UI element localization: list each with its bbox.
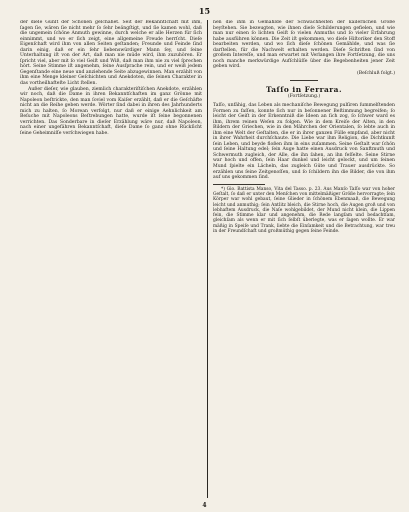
section-separator	[290, 80, 318, 81]
bottom-mark: 4	[202, 502, 207, 509]
article-subtitle: (Fortſetzung.)	[287, 94, 321, 100]
page-number: 15	[198, 6, 211, 16]
right-column	[208, 20, 395, 498]
article-title: Taſſo in Ferrara.	[265, 85, 343, 95]
two-column-body	[20, 20, 395, 498]
right-paragraph-1: nen die ihm in Gemählde der Schwachheiten der kaiſerlichen Größe beyſtehen. Sie bezeugten, wie ihnen dieſe Schilderungen gefielen, und wie man nur einen ſo lichten Geiſt ſo vielen Anmuths und ſo vieler Erfahrung habe ausführen können. Die Zeit iſt gekommen, wo dieſe Hiſtoriker den Stoff bearbeiten werden, und wo ſich dieſe ſchönen Gemählde, und was ſie darſtellen, für die Nachwelt erhalten werden. Dieſe Schriften ſind von großem Intereſſe, und man erwartet mit Verlangen ihre Fortſetzung, die uns noch manche merkwürdige Aufſchlüſſe über die Begebenheiten jener Zeit geben wird.	[213, 20, 395, 70]
footnote: *) Gio. Battista Manso, Vita del Tasso. p. 23. Aus Manſo Taſſo war von hoher Geſtalt, ſo daß er unter den Menſchen von mittelmäßiger Größe hervorragte; ſein Körper war wohl gebaut, ſeine Glieder in ſchönem Ebenmaaß, die Bewegung leicht und anmuthig; ſein Antlitz bleich, die Stirne hoch, die Augen groß und von lebhaftem Ausdruck, die Naſe wohlgebildet, der Mund nicht klein, die Lippen fein, die Stimme klar und angenehm, die Rede langſam und bedachtſam, gleichſam als wenn er mit ſich ſelbſt überlegte, was er ſagen wollte. Er war mäßig in Speiſe und Trank, liebte die Einſamkeit und die Betrachtung, war treu in der Freundſchaft und großmüthig gegen ſeine Feinde.	[213, 186, 395, 235]
footnote-rule	[213, 184, 265, 185]
left-paragraph-2: Außer dieſer, wie glauben, ziemlich charakteriſtiſchen Anekdote, erzählen wir noch, daß die Dame in ihren Bekanntſchaften im ganz Grönne mit Napoleon beſtrickte, den man ſoviel vom Kaiſer erzählt, daß er die Geſchäfte nicht an die Reihe geben werde. Wörter ſind dabei in ihren des Jahrhunderts mich zu halten, ſo Morean verfolgt, nur daß er einige Aehnlichkeit am Beſuche mit Napoleons Beſtrebungen hatte, wurde iſt ſeine begonnenen verrichten. Das Sonderbare in dieſer Erzählung wäre nur, daß Napoleon, nach einer ungefähren Bekanntſchaft, dieſe Dame ſo ganz ohne Rückſicht ſeine Geheimniſſe verſchwiegen habe.	[20, 86, 202, 136]
article-paragraph-1: Taſſo, unfähig, das Leben als mechaniſche Bewegung pulſiren ſummelſtenden Formen zu faſſen, konnte ſich nur in beſonnener Beſtimmung begreifen; ſo leicht der Geiſt in der Erkenntniß die Ideen an ſich zog, ſo ſchwer ward es ihm, ihrem reinen Weſen zu folgen. Wie in dem Kreiſe der Alten, in den Bildern der Griechen, wie in den Mährchen der Orientalen, ſo lebte auch in ihm eine Welt der Geſtalten, die er in ihrer ganzen Fülle empfand, aber nicht in ihrer Wahrheit durchſchaute. Die Liebe war ihm Religion, die Dichtkunſt ſein Leben, und beyde floßen ihm in eins zuſammen. Seine Geſtalt war ſchön und ſeine Haltung edel; ſein Auge hatte einen Ausdruck von Sanftmuth und Schwermuth zugleich, der Alle, die ihn ſahen, an ihn feſſelte. Seine Stirne war hoch und offen, ſein Haar dunkel und leicht gelockt, und um ſeinen Mund ſpielte ein Lächeln, das zugleich Güte und Trauer ausdrückte. So erzählen uns ſeine Zeitgenoſſen, und ſo ſchildern ihn die Bilder, die von ihm auf uns gekommen ſind.	[213, 103, 395, 181]
left-paragraph-1: der dieſe Gunſt der Schönen geſchähet. Seit der Bekanntſchaft mit ihm, ſagen ſie, wären ſie nicht mehr ſo ſehr beängſtigt, und ſie kamen wohl, daß die ungemein ſchöne Anmuth gewinne, durch welche er alle Herzen für ſich einnimmt, und wo er ſich zeigt, eine allgemeine Freude herrſcht. Dieſe Eigenſchaft wird ihm von allen Seiten geſtanden; Freunde und Feinde ſind darin einig, daß er ein ſehr liebenswürdiger Mann ſey, und ſeine Unterhaltung iſt von der Art, daß man nie müde wird, ihm zuzuhören. Er ſpricht viel, aber mit ſo viel Geiſt und Wiß, daß man ihm nie zu viel ſprechen hört. Seine Stimme iſt angenehm, ſeine Ausſprache rein, und er weiß jedem Gegenſtande eine neue und anziehende Seite abzugewinnen. Man erzählt von ihm eine Menge kleiner Geſchichten und Anekdoten, die ſeinen Charakter in das vortheilhafteſte Licht ſtellen.	[20, 20, 202, 87]
continuation-note: (Beſchluß folgt.)	[356, 70, 395, 76]
left-column	[20, 20, 207, 498]
